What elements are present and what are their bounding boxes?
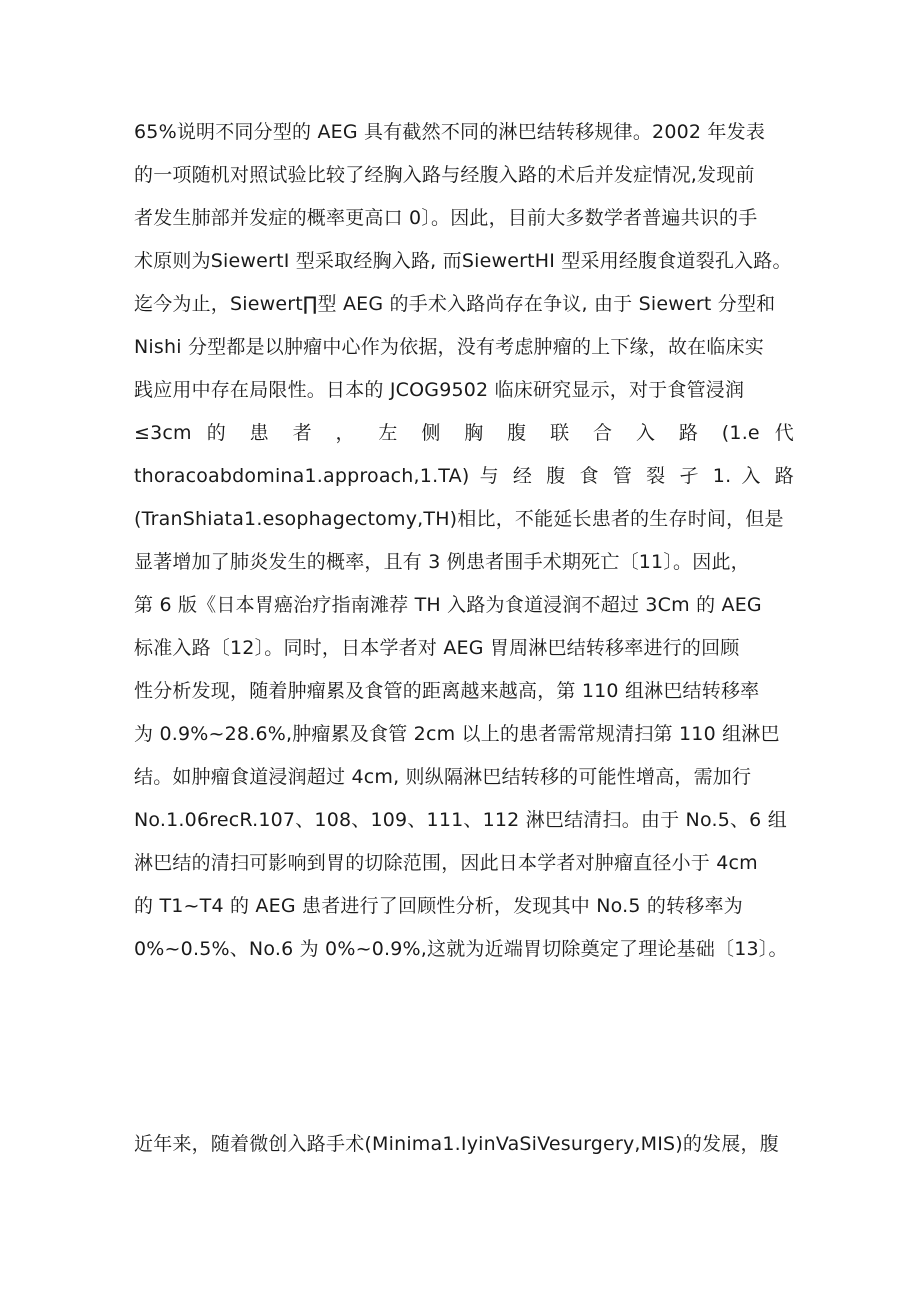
text-line: 迄今为止，Siewert∏型 AEG 的手术入路尚存在争议, 由于 Siewert 分型和: [134, 293, 776, 315]
text-line: 结。如肿瘤食道浸润超过 4cm, 则纵隔淋巴结转移的可能性增高，需加行: [134, 766, 752, 788]
text-line: 为 0.9%~28.6%,肿瘤累及食管 2cm 以上的患者需常规清扫第 110 组淋巴: [134, 723, 780, 745]
text-line: Nishi 分型都是以肿瘤中心作为依据，没有考虑肿瘤的上下缘，故在临床实: [134, 336, 764, 358]
paragraph-lymph-node-metastasis: [134, 111, 794, 971]
text-line: 显著增加了肺炎发生的概率，且有 3 例患者围手术期死亡〔11〕。因此，: [134, 551, 750, 573]
text-line: 践应用中存在局限性。日本的 JCOG9502 临床研究显示，对于食管浸润: [134, 379, 745, 401]
text-line: 0%~0.5%、No.6 为 0%~0.9%,这就为近端胃切除奠定了理论基础〔13〕。: [134, 938, 788, 960]
text-line: No.1.06recR.107、108、109、111、112 淋巴结清扫。由于 No.5、6 组: [134, 809, 787, 831]
text-line: 近年来，随着微创入路手术(Minima1.IyinVaSiVesurgery,MIS)的发展，腹: [134, 1133, 779, 1155]
text-line: (TranShiata1.esophagectomy,TH)相比，不能延长患者的生存时间，但是: [134, 508, 784, 530]
text-line: 标准入路〔12〕。同时，日本学者对 AEG 胃周淋巴结转移率进行的回顾: [134, 637, 740, 659]
text-line: ≤3cm 的 患 者 ， 左 侧 胸 腹 联 合 入 路 (1.e 代: [134, 422, 794, 444]
paragraph-minimally-invasive-surgery: [134, 1123, 794, 1166]
text-line: 淋巴结的清扫可影响到胃的切除范围，因此日本学者对肿瘤直径小于 4cm: [134, 852, 758, 874]
text-line: 的 T1~T4 的 AEG 患者进行了回顾性分析，发现其中 No.5 的转移率为: [134, 895, 743, 917]
text-line: 65%说明不同分型的 AEG 具有截然不同的淋巴结转移规律。2002 年发表: [134, 121, 766, 143]
text-line: 的一项随机对照试验比较了经胸入路与经腹入路的术后并发症情况,发现前: [134, 164, 755, 186]
text-line: 者发生肺部并发症的概率更高口 0〕。因此，目前大多数学者普遍共识的手: [134, 207, 758, 229]
text-line: 术原则为SiewertI 型采取经胸入路, 而SiewertHI 型采用经腹食道裂孔入路。: [134, 250, 792, 272]
text-line: 性分析发现，随着肿瘤累及食管的距离越来越高，第 110 组淋巴结转移率: [134, 680, 760, 702]
text-line: 第 6 版《日本胃癌治疗指南滩荐 TH 入路为食道浸润不超过 3Cm 的 AEG: [134, 594, 762, 616]
text-line: thoracoabdomina1.approach,1.TA) 与 经 腹 食 管 裂 孑 1. 入 路: [134, 465, 794, 487]
